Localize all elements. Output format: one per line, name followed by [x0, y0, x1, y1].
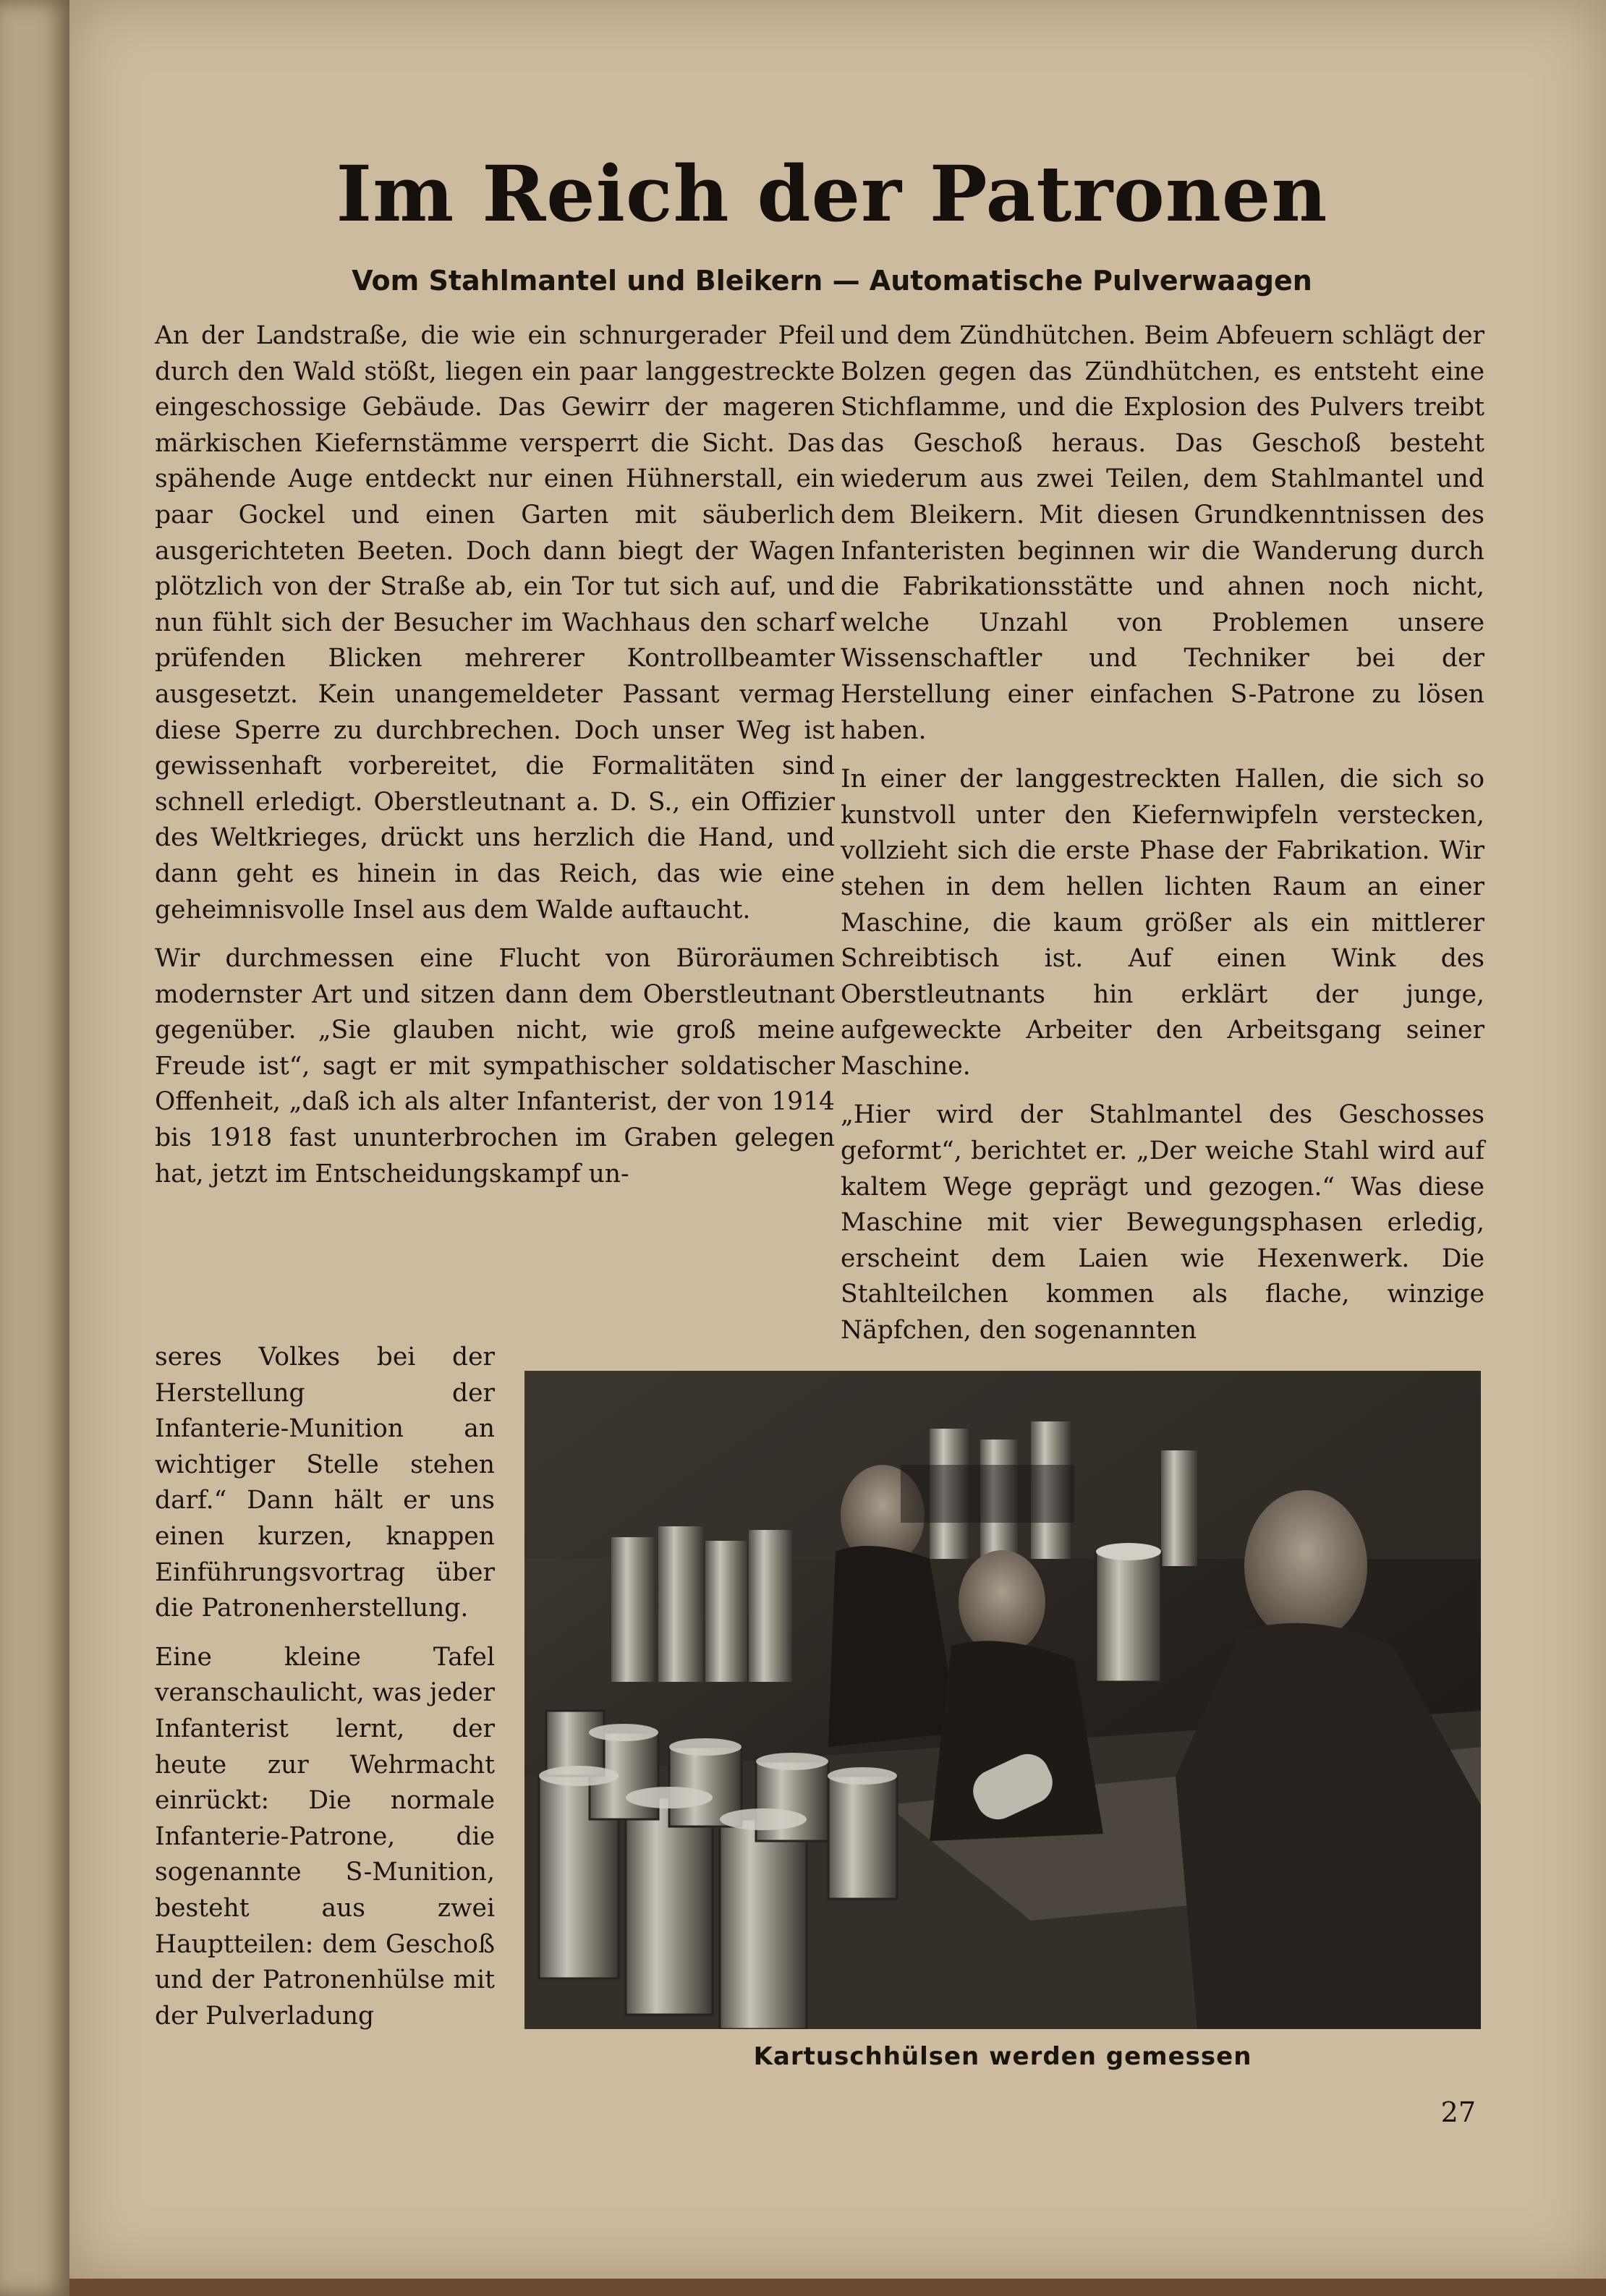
text-column-right [841, 318, 1484, 1349]
paragraph-continuation: seres Volkes bei der Herstellung der Infanterie-Munition an wichtiger Stelle stehen darf.“ Dann hält er uns einen kurzen, knappen Einführungsvortrag über die Patronenherstellung. [155, 1343, 495, 1623]
paragraph-office: Wir durchmessen eine Flucht von Büroräumen modernster Art und sitzen dann dem Oberstleutnant gegenüber. „Sie glauben nicht, wie groß meine Freude ist“, sagt er mit sympathischer soldatischer Offenheit, „daß ich als alter Infanterist, der von 1914 bis 1918 fast ununterbrochen im Graben gelegen hat, jetzt im Entscheidungskampf un- [155, 944, 835, 1189]
photo-illustration [524, 1371, 1481, 2029]
text-column-narrow [155, 1340, 495, 2034]
paragraph-intro: An der Landstraße, die wie ein schnurgerader Pfeil durch den Wald stößt, liegen ein paar langgestreckte eingeschossige Gebäude. Das Gewirr der mageren märkischen Kiefernstämme versperrt die Sicht. Das spähende Auge entdeckt nur einen Hühnerstall, ein paar Gockel und einen Garten mit säuberlich ausgerichteten Beeten. Doch dann biegt der Wagen plötzlich von der Straße ab, ein Tor tut sich auf, und nun fühlt sich der Besucher im Wachhaus den scharf prüfenden Blicken mehrerer Kontrollbeamter ausgesetzt. Kein unangemeldeter Passant vermag diese Sperre zu durchbrechen. Doch unser Weg ist gewissenhaft vorbereitet, die Formalitäten sind schnell erledigt. Oberstleutnant a. D. S., ein Offizier des Weltkrieges, drückt uns herzlich die Hand, und dann geht es hinein in das Reich, das wie eine geheimnisvolle Insel aus dem Walde auftaucht. [155, 321, 835, 924]
paragraph-steel-jacket: „Hier wird der Stahlmantel des Geschosses geformt“, berichtet er. „Der weiche Stahl wird auf kaltem Wege geprägt und gezogen.“ Was diese Maschine mit vier Bewegungsphasen erledig, erscheint dem Laien wie Hexenwerk. Die Stahlteilchen kommen als flache, winzige Näpfchen, den sogenannten [841, 1100, 1484, 1345]
paragraph-cartridge-parts: und dem Zündhütchen. Beim Abfeuern schlägt der Bolzen gegen das Zündhütchen, es entsteht eine Stichflamme, und die Explosion des Pulvers treibt das Geschoß heraus. Das Geschoß besteht wiederum aus zwei Teilen, dem Stahlmantel und dem Bleikern. Mit diesen Grundkenntnissen des Infanteristen beginnen wir die Wanderung durch die Fabrikationsstätte und ahnen noch nicht, welche Unzahl von Problemen unsere Wissenschaftler und Techniker bei der Herstellung einer einfachen S-Patrone zu lösen haben. [841, 321, 1484, 745]
factory-workers-photo [524, 1371, 1481, 2029]
photo-caption: Kartuschhülsen werden gemessen [753, 2042, 1252, 2071]
paragraph-factory-hall: In einer der langgestreckten Hallen, die sich so kunstvoll unter den Kiefernwipfeln verstecken, vollzieht sich die erste Phase der Fabrikation. Wir stehen in dem hellen lichten Raum an einer Maschine, die kaum größer als ein mittlerer Schreibtisch ist. Auf einen Wink des Oberstleutnants hin erklärt der junge, aufgeweckte Arbeiter den Arbeitsgang seiner Maschine. [841, 765, 1484, 1081]
article-title: Im Reich der Patronen [336, 148, 1328, 239]
page-number: 27 [1440, 2096, 1476, 2128]
text-column-left [155, 318, 835, 1192]
adjacent-page-edge [0, 0, 69, 2296]
paragraph-cartridge-intro: Eine kleine Tafel veranschaulicht, was jeder Infanterist lernt, der heute zur Wehrmacht einrückt: Die normale Infanterie-Patrone, die sogenannte S-Munition, besteht aus zwei Hauptteilen: dem Geschoß und der Patronenhülse mit der Pulverladung [155, 1642, 495, 2031]
article-subtitle: Vom Stahlmantel und Bleikern — Automatische Pulverwaagen [352, 265, 1312, 297]
